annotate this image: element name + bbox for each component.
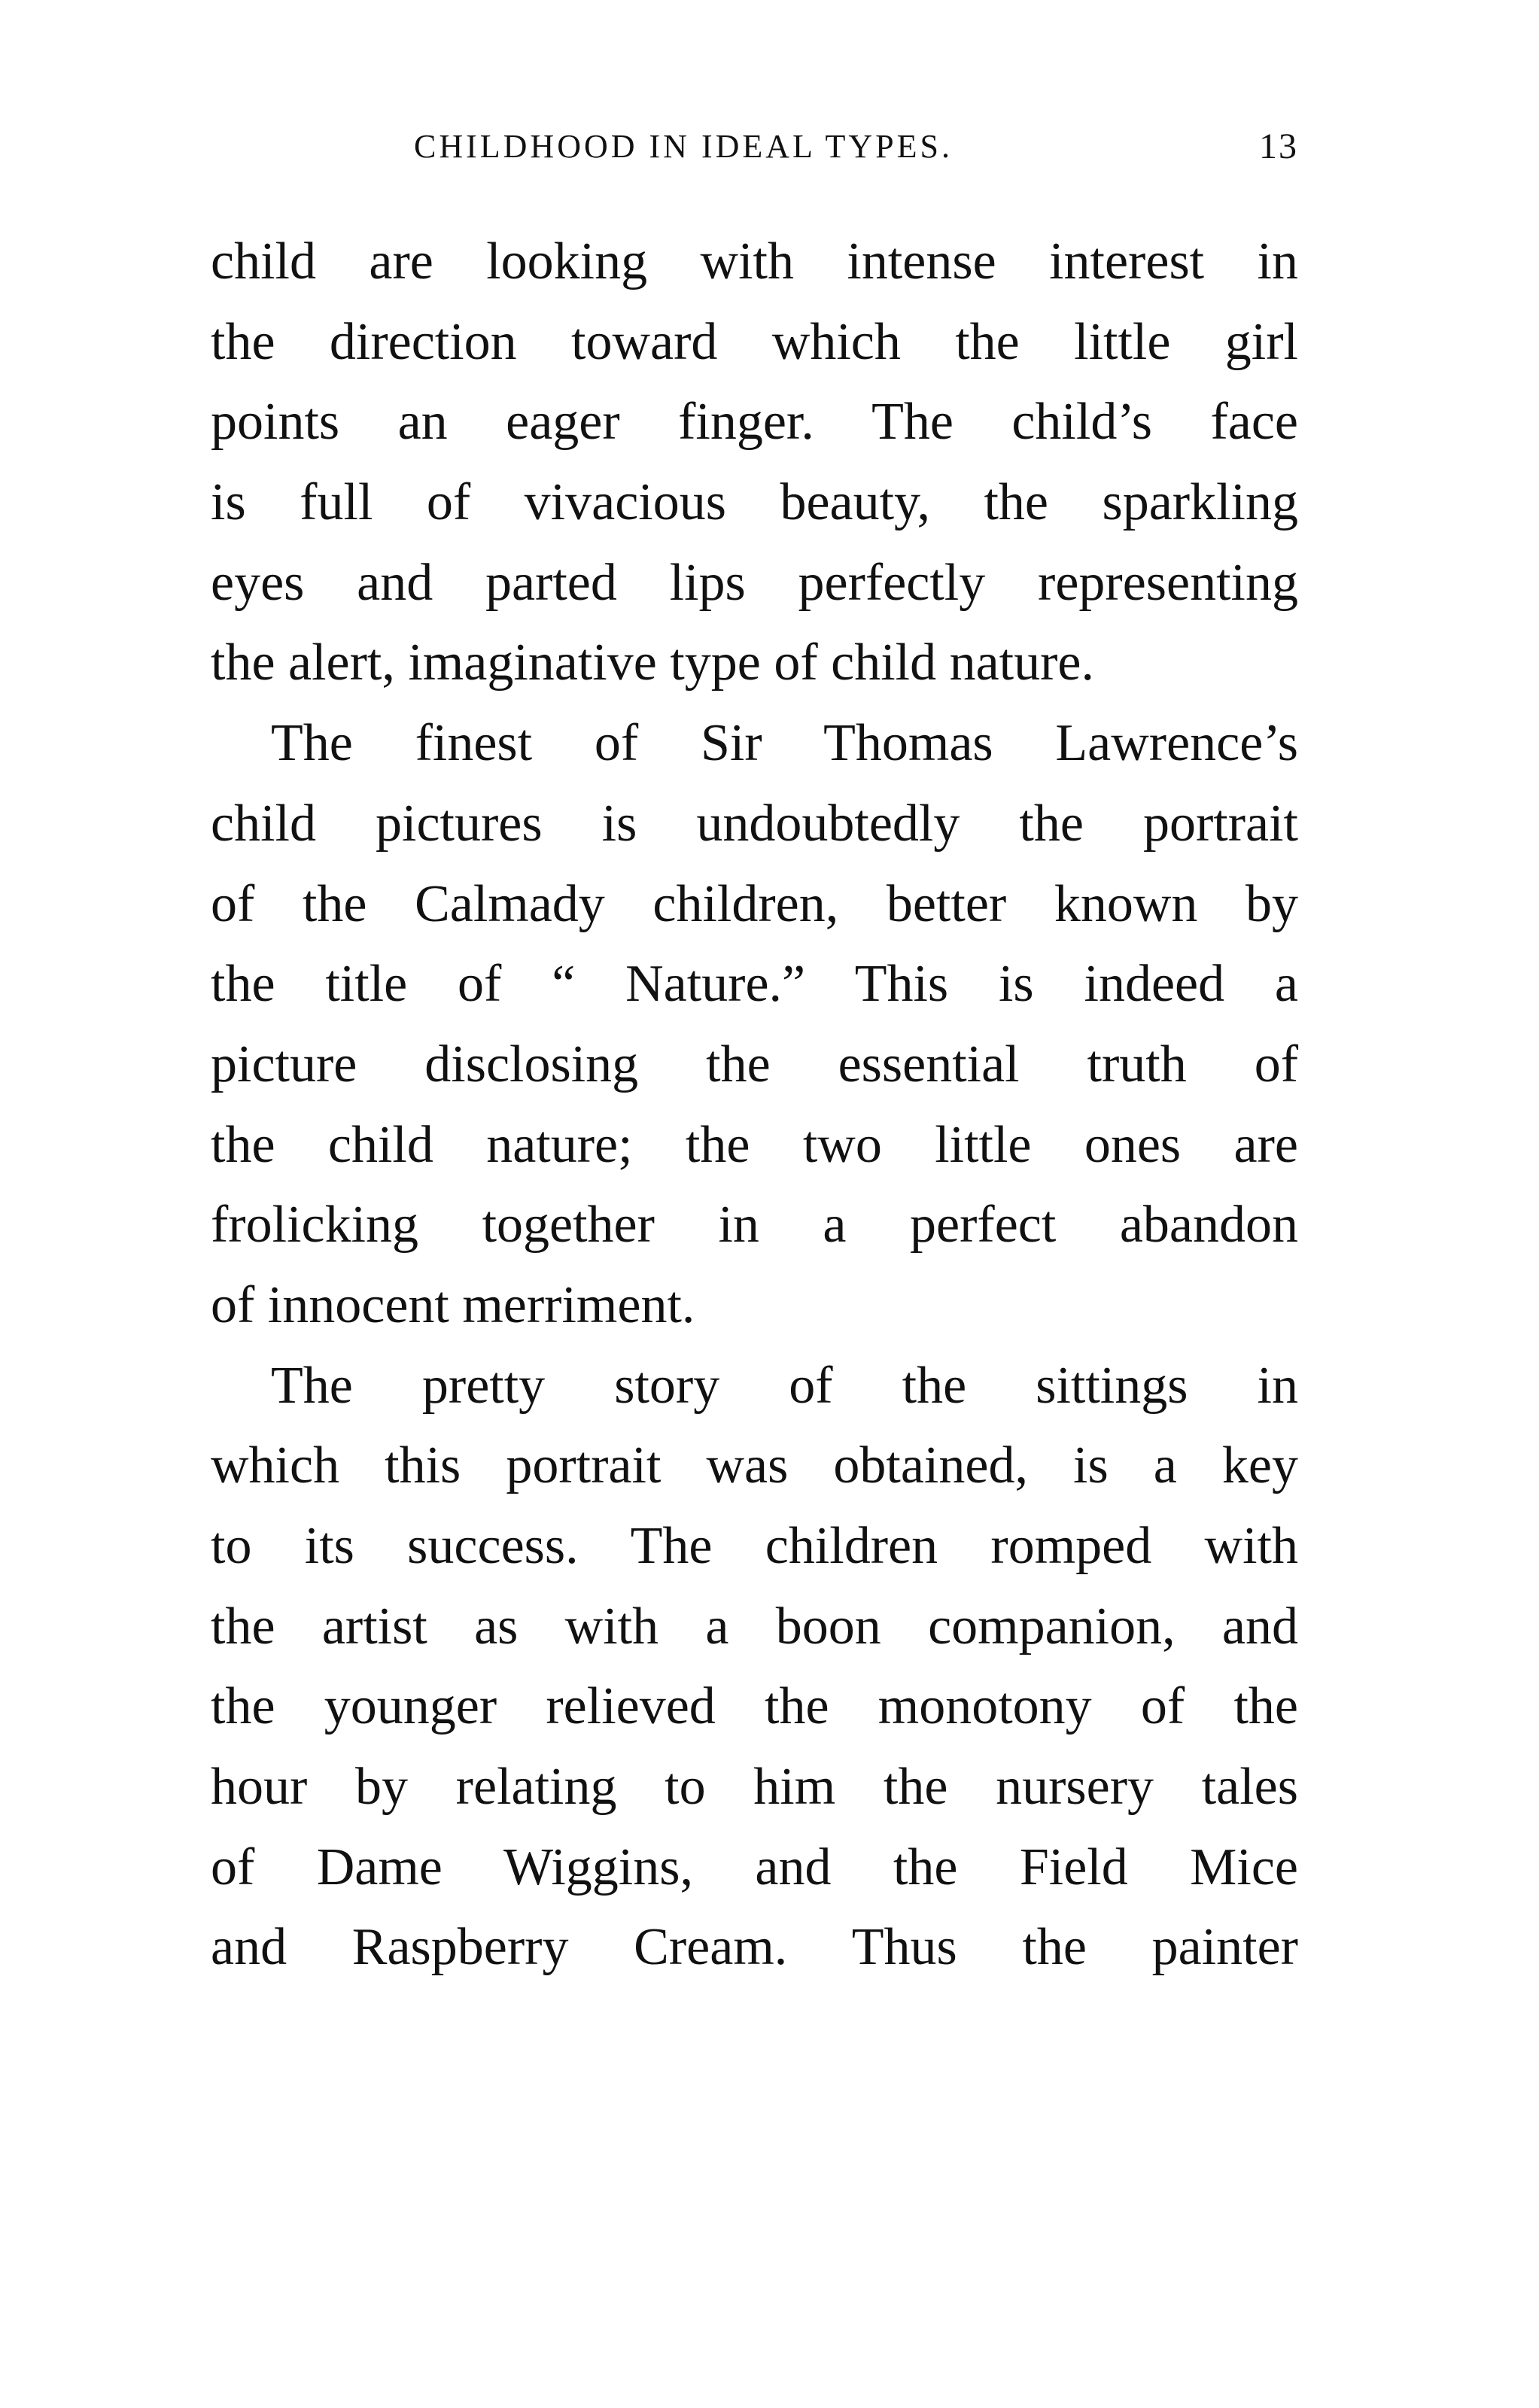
text-line: points an eager finger. The child’s face (211, 393, 1298, 451)
running-title: CHILDHOOD IN IDEAL TYPES. (414, 128, 953, 165)
text-line: which this portrait was obtained, is a key (211, 1437, 1298, 1495)
text-line: the alert, imaginative type of child nature. (211, 634, 1095, 692)
paragraph-start-line: The pretty story of the sittings in (271, 1356, 1298, 1415)
text-line: and Raspberry Cream. Thus the painter (211, 1918, 1298, 1977)
text-line: the direction toward which the little girl (211, 312, 1298, 371)
text-line: of the Calmady children, better known by (211, 874, 1298, 933)
text-line: to its success. The children romped with (211, 1517, 1298, 1575)
text-line: hour by relating to him the nursery tales (211, 1758, 1298, 1817)
text-line: child are looking with intense interest in (211, 233, 1298, 290)
text-line: is full of vivacious beauty, the sparkling (211, 473, 1298, 532)
text-line: child pictures is undoubtedly the portrait (211, 794, 1298, 853)
text-line: of innocent merriment. (211, 1275, 695, 1334)
text-line: the title of “ Nature.” This is indeed a (211, 955, 1298, 1014)
text-line: the younger relieved the monotony of the (211, 1677, 1298, 1736)
text-line: frolicking together in a perfect abandon (211, 1196, 1298, 1254)
text-line: the artist as with a boon companion, and (211, 1597, 1298, 1655)
text-line: picture disclosing the essential truth of (211, 1035, 1298, 1093)
body-text (211, 222, 1298, 1988)
text-line: eyes and parted lips perfectly representing (211, 553, 1298, 612)
page-number: 13 (1259, 126, 1298, 166)
text-line: the child nature; the two little ones are (211, 1115, 1298, 1174)
text-line: of Dame Wiggins, and the Field Mice (211, 1838, 1298, 1896)
running-head (211, 120, 1298, 173)
paragraph-start-line: The finest of Sir Thomas Lawrence’s (271, 714, 1298, 773)
